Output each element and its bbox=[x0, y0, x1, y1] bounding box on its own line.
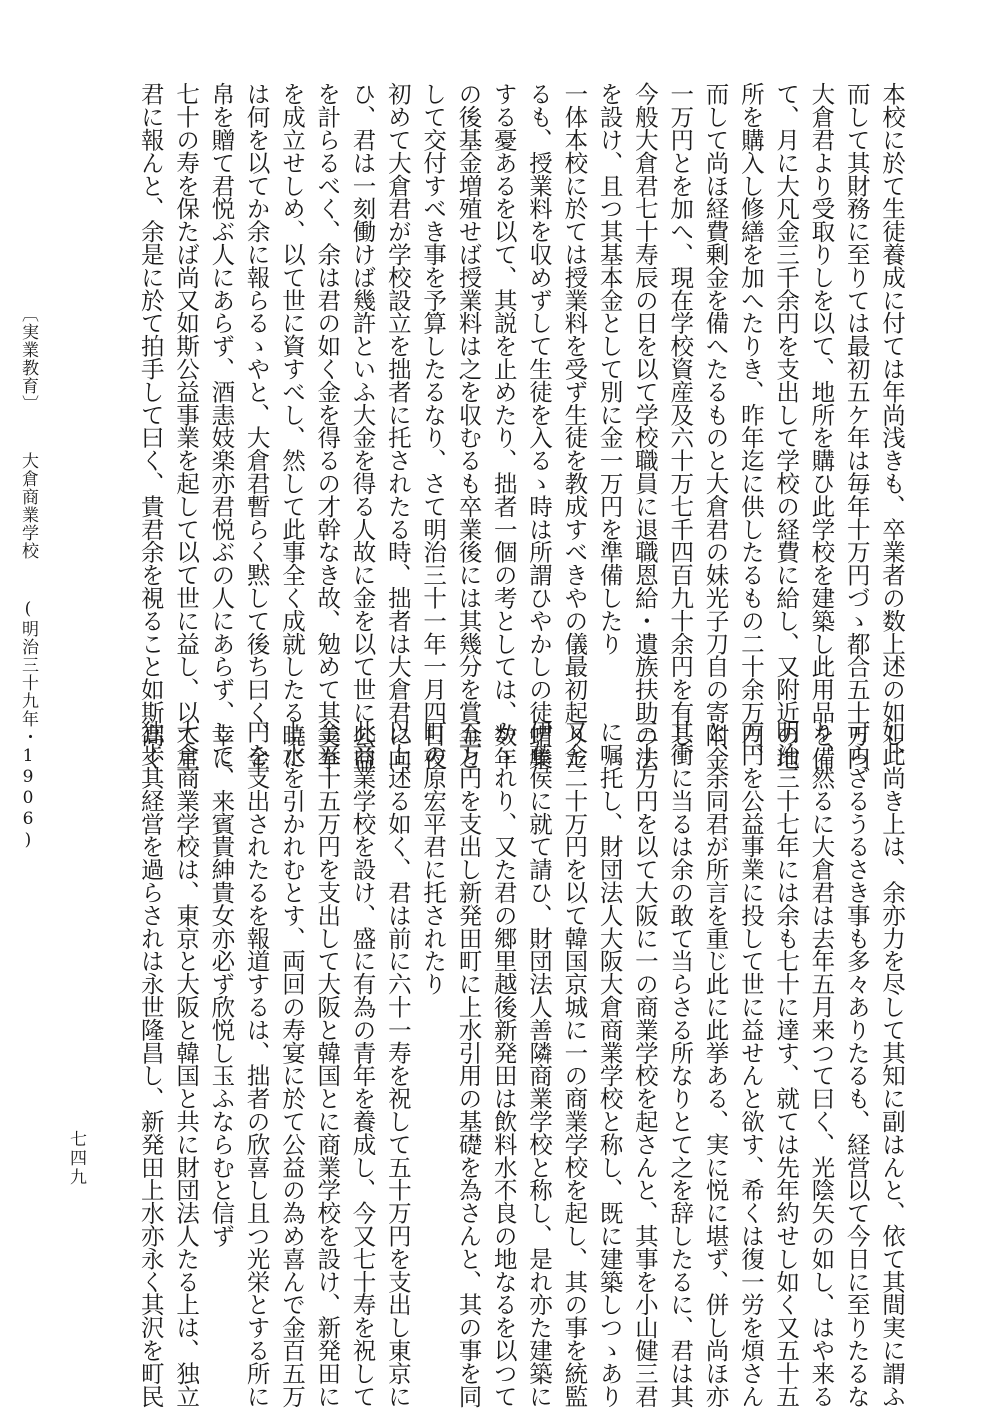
text-column: 所を購入し修繕を加へたりき、昨年迄に供したるもの二十余万円、 bbox=[736, 82, 765, 770]
text-column: 而して其財務に至りては最初五ケ年は毎年十万円づゝ都合五十万円 bbox=[842, 82, 871, 770]
text-column: する憂あるを以て、其説を止めたり、拙者一個の考としては、数年 bbox=[489, 82, 518, 770]
text-column: を設け、且つ其基本金として別に金一万円を準備したり bbox=[595, 82, 624, 655]
text-column: 伊藤侯に就て請ひ、財団法人善隣商業学校と称し、是れ亦た建築に bbox=[525, 720, 554, 1408]
text-column: 此商業学校を設け、盛に有為の青年を養成し、今又七十寿を祝して bbox=[348, 720, 377, 1408]
text-column: 三十万円を以て大阪に一の商業学校を起さんと、其事を小山健三君 bbox=[630, 720, 659, 1408]
text-column: 一体本校に於ては授業料を受ず生徒を教成すべきやの儀最初起りた bbox=[560, 82, 589, 770]
text-column: して交付すべき事を予算したるなり、さて明治三十一年一月四日夜 bbox=[419, 82, 448, 770]
upper-text-block bbox=[59, 82, 909, 770]
text-column: 又金二十万円を以て韓国京城に一の商業学校を起し、其の事を統監 bbox=[560, 720, 589, 1408]
text-column: の後基金増殖せば授業料は之を収むるも卒業後には其幾分を賞金と bbox=[454, 82, 483, 770]
text-column: かゝれり、又た君の郷里越後新発田は飲料水不良の地なるを以つて bbox=[489, 720, 518, 1408]
text-column: 如此尚き上は、余亦力を尽して其知に副はんと、依て其間実に謂ふ bbox=[878, 720, 906, 1408]
text-column: 七十の寿を保たば尚又如斯公益事業を起して以て世に益し、以て主 bbox=[172, 82, 201, 770]
text-column: 今般大倉君七十寿辰の日を以て学校職員に退職恩給・遺族扶助の法 bbox=[630, 82, 659, 770]
text-column: 五万円を支出し新発田町に上水引用の基礎を為さんと、其の事を同 bbox=[454, 720, 483, 1408]
text-column: 其衝に当るは余の敢て当らさる所なりとて之を辞したるに、君は其 bbox=[666, 720, 695, 1408]
text-column: ひ、君は一刻働けば幾許といふ大金を得る人故に金を以て世に公益 bbox=[348, 82, 377, 770]
text-column: 初めて大倉君が学校設立を拙者に托されたる時、拙者は大倉君に向 bbox=[383, 82, 412, 770]
running-header bbox=[16, 305, 41, 869]
text-column: して、来賓貴紳貴女亦必ず欣悦し玉ふならむと信ず bbox=[207, 720, 236, 1247]
lower-text-block bbox=[136, 720, 909, 1408]
text-column: に嘱托し、財団法人大阪大倉商業学校と称し、既に建築しつゝあり bbox=[595, 720, 624, 1408]
text-column: 本校に於て生徒養成に付ては年尚浅きも、卒業者の数上述の如し、 bbox=[878, 82, 906, 770]
text-column: 可らざるうるさき事も多々ありたるも、経営以て今日に至りたるな bbox=[842, 720, 871, 1408]
text-column: を成立せしめ、以て世に資すべし、然して此事全く成就したる暁に bbox=[277, 82, 306, 770]
text-column: 以上述る如く、君は前に六十一寿を祝して五十万円を支出し東京に bbox=[383, 720, 412, 1408]
header-era: (明治三十九年・1906) bbox=[18, 599, 38, 851]
text-column: 大倉商業学校は、東京と大阪と韓国と共に財団法人たる上は、独立 bbox=[172, 720, 201, 1408]
text-column: 帛を贈て君悦ぶ人にあらず、酒恚妓楽亦君悦ぶの人にあらず、幸に bbox=[207, 82, 236, 770]
header-section: 〔実業教育〕 bbox=[18, 305, 38, 413]
text-column: て、月に大凡金三千余円を支出して学校の経費に給し、又附近の地 bbox=[772, 82, 801, 770]
text-column: を計らるべく、余は君の如く金を得るの才幹なき故、勉めて其美挙 bbox=[313, 82, 342, 770]
page-number: 七四九 bbox=[66, 1130, 86, 1187]
text-column: は何を以てか余に報らるゝやと、大倉君暫らく黙して後ち曰く、金 bbox=[242, 82, 271, 770]
text-column: 金五十五万円を支出して大阪と韓国とに商業学校を設け、新発田に bbox=[313, 720, 342, 1408]
text-column: と、余同君が所言を重じ此に此挙ある、実に悦に堪ず、併し尚ほ亦 bbox=[701, 720, 730, 1408]
text-column: るも、授業料を収めずして生徒を入るゝ時は所謂ひやかしの徒蝟集 bbox=[525, 82, 554, 770]
text-column: 而して尚ほ経費剰金を備へたるものと大倉君の妹光子刀自の寄附金 bbox=[701, 82, 730, 770]
header-title: 大倉商業学校 bbox=[18, 452, 38, 560]
text-column: 町の原宏平君に托されたり bbox=[419, 720, 448, 995]
text-column: り、然るに大倉君は去年五月来つて曰く、光陰矢の如し、はや来る bbox=[807, 720, 836, 1408]
text-column: 独歩其経営を過らされは永世隆昌し、新発田上水亦永く其沢を町民 bbox=[136, 720, 165, 1408]
text-column: 一万円とを加へ、現在学校資産及六十万七千四百九十余円を有し、 bbox=[666, 82, 695, 770]
text-column: 上水を引かれむとす、両回の寿宴に於て公益の為め喜んで金百五万 bbox=[277, 720, 306, 1408]
text-column: 明治三十七年には余も七十に達す、就ては先年約せし如く又五十五 bbox=[772, 720, 801, 1408]
text-column: 円を支出されたるを報道するは、拙者の欣喜し且つ光栄とする所に bbox=[242, 720, 271, 1408]
text-column: 君に報んと、余是に於て拍手して曰く、貴君余を視ること如斯高く bbox=[136, 82, 165, 770]
text-column: 大倉君より受取りしを以て、地所を購ひ此学校を建築し此用品を備 bbox=[807, 82, 836, 770]
text-column: 万円を公益事業に投して世に益せんと欲す、希くは復一労を煩さん bbox=[736, 720, 765, 1408]
